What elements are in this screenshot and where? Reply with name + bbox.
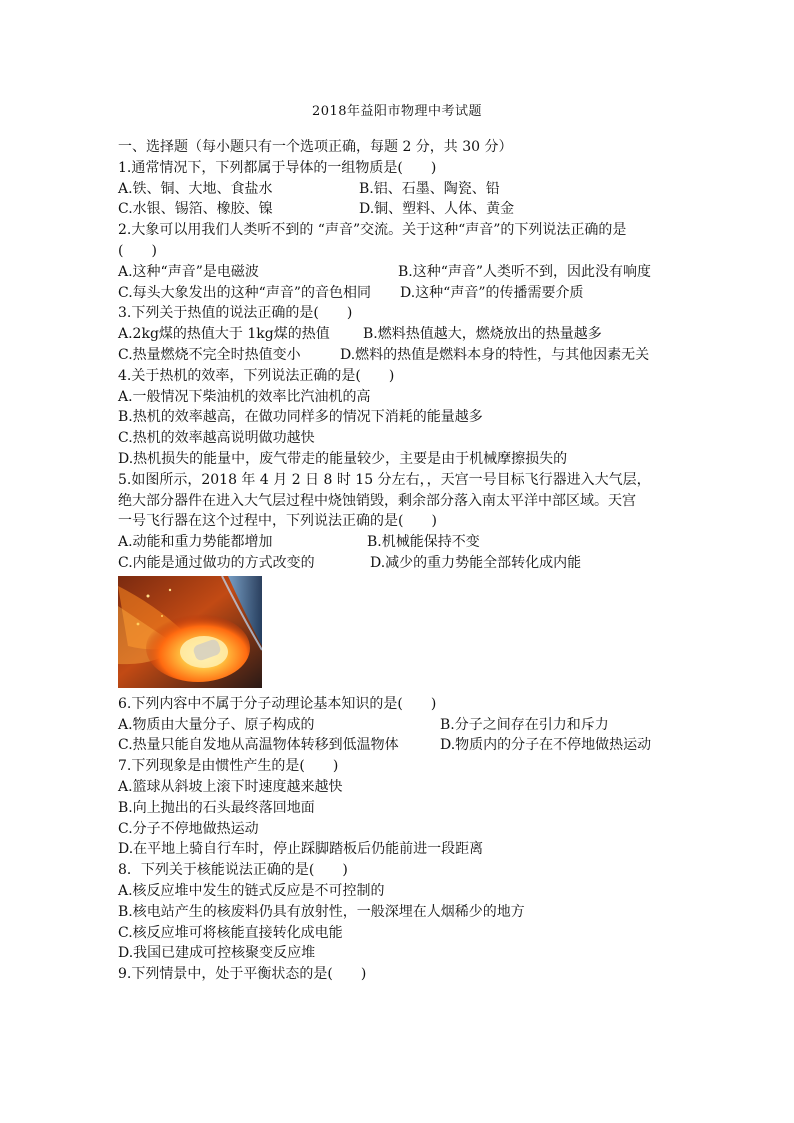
q2-option-c: C.每头大象发出的这种“声音”的音色相同	[118, 284, 371, 301]
q5-option-a: A.动能和重力势能都增加	[118, 534, 273, 551]
page-title: 2018年益阳市物理中考试题	[311, 104, 483, 119]
question-6-options-row-2	[118, 735, 678, 756]
question-2-stem-line-1: 2.大象可以用我们人类听不到的 “声音”交流。关于这种“声音”的下列说法正确的是	[118, 222, 627, 239]
q4-option-d: D.热机损失的能量中，废气带走的能量较少，主要是由于机械摩擦损失的	[118, 450, 568, 467]
question-5-options-row-2	[118, 553, 678, 574]
question-3-options-row-1	[118, 324, 678, 345]
spacecraft-reentry-image	[118, 576, 262, 688]
question-9-stem: 9.下列情景中，处于平衡状态的是( )	[118, 966, 367, 983]
q8-option-d: D.我国已建成可控核聚变反应堆	[118, 945, 316, 962]
q3-option-a: A.2kg煤的热值大于 1kg煤的热值	[118, 326, 330, 343]
q8-option-a: A.核反应堆中发生的链式反应是不可控制的	[118, 882, 385, 899]
q6-option-c: C.热量只能自发地从高温物体转移到低温物体	[118, 737, 399, 754]
question-2-options-row-1	[118, 262, 678, 283]
q3-option-b: B.燃料热值越大，燃烧放出的热量越多	[363, 326, 602, 343]
q7-option-d: D.在平地上骑自行车时，停止踩脚踏板后仍能前进一段距离	[118, 841, 484, 858]
question-2-options-row-2	[118, 283, 678, 304]
q3-option-c: C.热量燃烧不完全时热值变小	[118, 346, 301, 363]
q2-option-a: A.这种“声音”是电磁波	[118, 263, 259, 280]
q4-option-c: C.热机的效率越高说明做功越快	[118, 430, 315, 447]
question-1-options-row-1	[118, 179, 678, 200]
question-5-stem-line-3: 一号飞行器在这个过程中，下列说法正确的是( )	[118, 513, 437, 530]
q3-option-d: D.燃料的热值是燃料本身的特性，与其他因素无关	[340, 346, 650, 363]
q1-option-d: D.铜、塑料、人体、黄金	[359, 201, 515, 218]
reentry-figure	[118, 576, 262, 688]
q1-option-c: C.水银、锡箔、橡胶、镍	[118, 201, 273, 218]
exam-content	[118, 137, 678, 985]
question-1-stem: 1.通常情况下，下列都属于导体的一组物质是( )	[118, 159, 437, 176]
q7-option-b: B.向上抛出的石头最终落回地面	[118, 799, 315, 816]
q6-option-a: A.物质由大量分子、原子构成的	[118, 716, 315, 733]
question-3-options-row-2	[118, 345, 678, 366]
q7-option-a: A.篮球从斜坡上滚下时速度越来越快	[118, 778, 343, 795]
question-5-stem-line-1: 5.如图所示，2018 年 4 月 2 日 8 时 15 分左右，，天宫一号目标飞行器进入大气层，	[118, 471, 651, 488]
q1-option-a: A.铁、铜、大地、食盐水	[118, 180, 273, 197]
question-3-stem: 3.下列关于热值的说法正确的是( )	[118, 305, 353, 322]
q4-option-b: B.热机的效率越高，在做功同样多的情况下消耗的能量越多	[118, 409, 483, 426]
question-7-stem: 7.下列现象是由惯性产生的是( )	[118, 758, 339, 775]
q2-option-b: B.这种“声音”人类听不到，因此没有响度	[398, 263, 652, 280]
q7-option-c: C.分子不停地做热运动	[118, 820, 259, 837]
question-4-stem: 4.关于热机的效率，下列说法正确的是( )	[118, 367, 395, 384]
q6-option-b: B.分子之间存在引力和斥力	[440, 716, 609, 733]
q6-option-d: D.物质内的分子在不停地做热运动	[440, 737, 652, 754]
q4-option-a: A.一般情况下柴油机的效率比汽油机的高	[118, 388, 371, 405]
question-5-stem-line-2: 绝大部分器件在进入大气层过程中烧蚀销毁，剩余部分落入南太平洋中部区域。天宫	[118, 492, 636, 509]
q5-option-b: B.机械能保持不变	[367, 534, 480, 551]
question-6-stem: 6.下列内容中不属于分子动理论基本知识的是( )	[118, 695, 437, 712]
question-8-stem: 8．下列关于核能说法正确的是( )	[118, 862, 348, 879]
q8-option-b: B.核电站产生的核废料仍具有放射性，一般深埋在人烟稀少的地方	[118, 903, 525, 920]
q5-option-d: D.减少的重力势能全部转化成内能	[370, 554, 582, 571]
q2-option-d: D.这种“声音”的传播需要介质	[400, 284, 584, 301]
question-6-options-row-1	[118, 715, 678, 736]
q1-option-b: B.铝、石墨、陶瓷、铅	[359, 180, 500, 197]
q8-option-c: C.核反应堆可将核能直接转化成电能	[118, 924, 343, 941]
q5-option-c: C.内能是通过做功的方式改变的	[118, 554, 315, 571]
question-1-options-row-2	[118, 199, 678, 220]
question-2-stem-line-2: ( )	[118, 242, 157, 259]
question-5-options-row-1	[118, 532, 678, 553]
section-heading: 一、选择题（每小题只有一个选项正确，每题 2 分，共 30 分）	[118, 139, 513, 155]
